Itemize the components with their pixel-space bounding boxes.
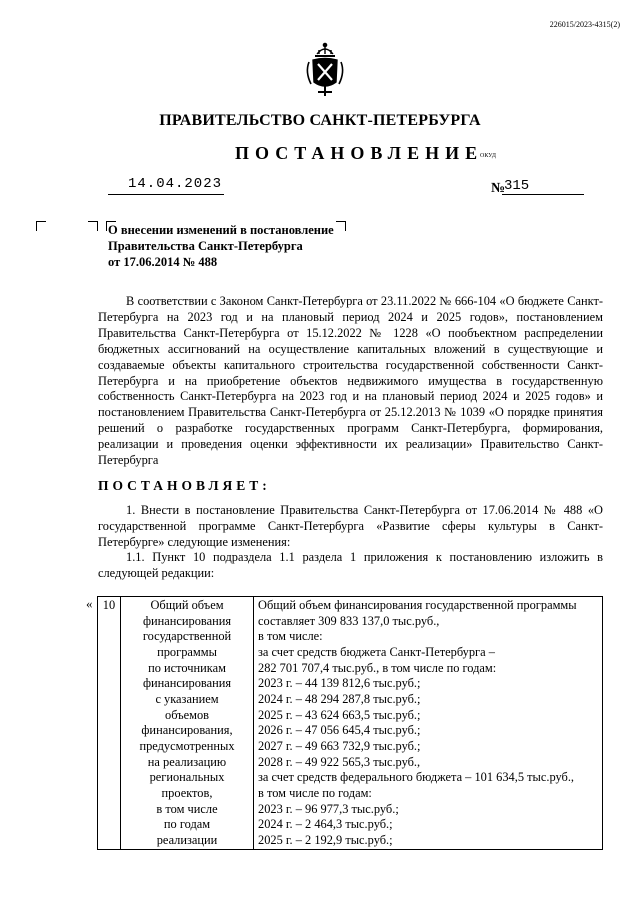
item-1-paragraph: 1. Внести в постановление Правительства Санкт-Петербурга от 17.06.2014 № 488 «О государственной программе Санкт-Петербурга «Развитие сферы культуры в Санкт-Петербурге» следующие изменения:: [98, 503, 603, 549]
heading-line: финансирования: [142, 613, 232, 628]
row-heading-cell: [121, 597, 254, 850]
heading-line: на реализацию: [147, 754, 227, 769]
content-line: 2025 г. – 2 192,9 тыс.руб.;: [258, 832, 393, 847]
content-line: 2024 г. – 2 464,3 тыс.руб.;: [258, 817, 393, 832]
corner-mark-right: [336, 221, 346, 231]
heading-line: Общий объем: [150, 598, 224, 612]
document-number: 226015/2023-4315(2): [549, 20, 620, 29]
number-sign: №: [491, 181, 506, 196]
subject-line: от 17.06.2014 № 488: [108, 255, 218, 269]
subject-line: О внесении изменений в постановление: [108, 223, 334, 237]
heading-line: в том числе: [156, 801, 218, 816]
content-line: 2028 г. – 49 922 565,3 тыс.руб.,: [258, 754, 421, 769]
document-date: 14.04.2023: [128, 176, 223, 192]
content-line: за счет средств бюджета Санкт-Петербурга –: [258, 644, 495, 659]
heading-line: с указанием: [155, 691, 219, 706]
coat-of-arms-icon: [303, 42, 347, 98]
heading-line: объемов: [165, 707, 209, 722]
content-line: за счет средств федерального бюджета – 101 634,5 тыс.руб.,: [258, 770, 575, 785]
heading-line: по годам: [163, 817, 211, 832]
financing-table: [97, 596, 603, 850]
heading-line: реализации: [156, 832, 218, 847]
heading-line: программы: [157, 644, 217, 659]
content-line: составляет 309 833 137,0 тыс.руб.,: [258, 613, 440, 628]
government-title: ПРАВИТЕЛЬСТВО САНКТ-ПЕТЕРБУРГА: [159, 112, 481, 129]
content-line: 2023 г. – 96 977,3 тыс.руб.;: [258, 801, 399, 816]
content-line: 2026 г. – 47 056 645,4 тыс.руб.;: [258, 723, 421, 738]
content-line: 2027 г. – 49 663 732,9 тыс.руб.;: [258, 738, 421, 753]
document-number-field: 315: [502, 178, 584, 195]
okud-label: ОКУД: [480, 153, 496, 159]
row-number-cell: 10: [98, 597, 121, 850]
date-underline: [108, 194, 224, 195]
subject-line: Правительства Санкт-Петербурга: [108, 239, 303, 253]
corner-mark-mid: [88, 221, 98, 231]
preamble-paragraph: В соответствии с Законом Санкт-Петербурга от 23.11.2022 № 666-104 «О бюджете Санкт-Петербурга на 2023 год и на плановый период 2024 и 2025 годов», постановлением Правительства Санкт-Петербурга от 15.12.2022 № 1228 «О пообъектном распределении бюджетных ассигнований на осуществление капитальных вложений в существующие и создаваемые объекты капитального строительства государственной собственности Санкт-Петербурга и на приобретение объектов недвижимого имущества в государственную собственность Санкт-Петербурга на 2023 год и на плановый период 2024 и 2025 годов» и постановлением Правительства Санкт-Петербурга от 25.12.2013 № 1039 «О порядке принятия решений о разработке государственных программ Санкт-Петербурга, формирования, реализации и проведения оценки эффективности их реализации» Правительство Санкт-Петербурга: [98, 294, 603, 468]
content-line: Общий объем финансирования государственной программы: [258, 598, 577, 612]
heading-line: по источникам: [148, 660, 226, 675]
content-line: в том числе по годам:: [258, 785, 372, 800]
content-line: 2024 г. – 48 294 287,8 тыс.руб.;: [258, 691, 421, 706]
row-content-cell: [254, 597, 603, 850]
content-line: 282 701 707,4 тыс.руб., в том числе по годам:: [258, 660, 497, 675]
heading-line: региональных: [149, 770, 225, 785]
opening-quote: «: [86, 596, 93, 611]
content-line: 2025 г. – 43 624 663,5 тыс.руб.;: [258, 707, 421, 722]
subject-block: [108, 222, 334, 270]
content-line: 2023 г. – 44 139 812,6 тыс.руб.;: [258, 676, 421, 691]
table-row: [98, 597, 603, 850]
heading-line: финансирования: [142, 676, 232, 691]
corner-mark-left: [36, 221, 46, 231]
heading-line: государственной: [142, 629, 232, 644]
heading-line: финансирования,: [141, 723, 233, 738]
item-1-1-paragraph: 1.1. Пункт 10 подраздела 1.1 раздела 1 приложения к постановлению изложить в следующей редакции:: [98, 550, 603, 580]
heading-line: предусмотренных: [139, 738, 235, 753]
heading-line: проектов,: [161, 785, 213, 800]
document-type: ПОСТАНОВЛЕНИЕ: [235, 143, 484, 163]
decree-heading: ПОСТАНОВЛЯЕТ:: [98, 478, 271, 493]
content-line: в том числе:: [258, 629, 323, 644]
